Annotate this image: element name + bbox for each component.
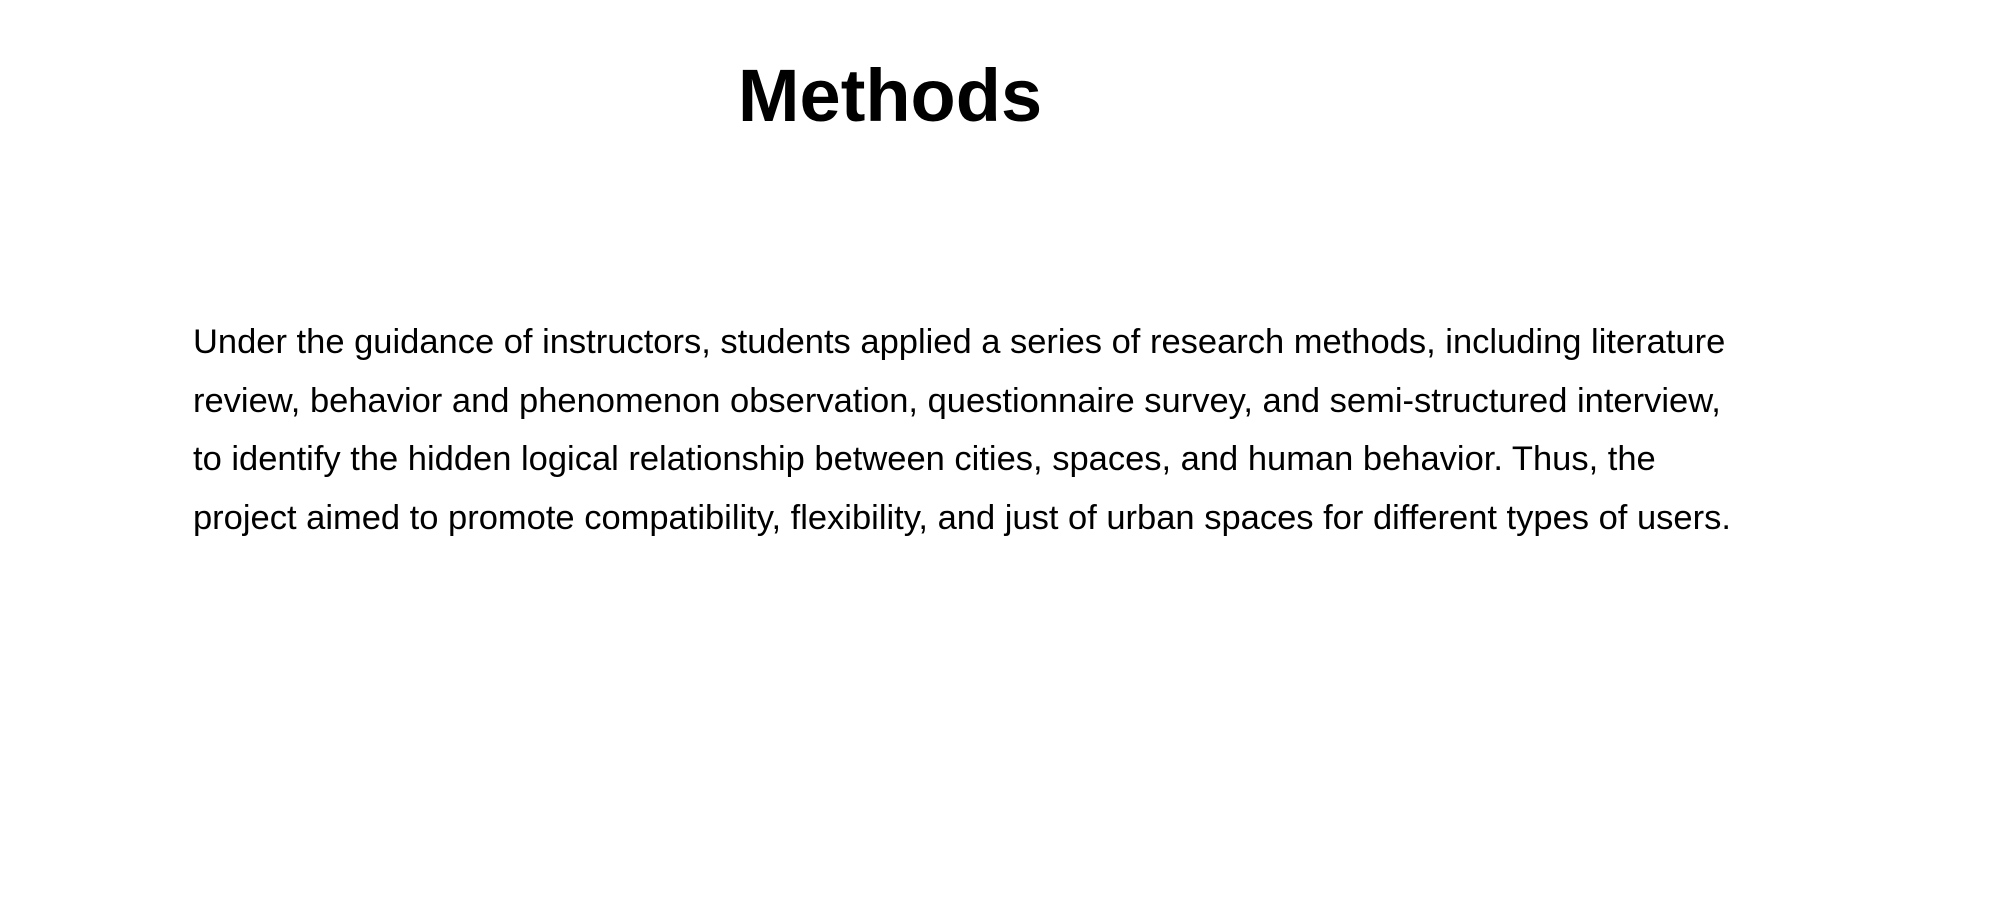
body-line: review, behavior and phenomenon observation, questionnaire survey, and semi-structured interview, (193, 381, 1721, 420)
slide-body-paragraph (193, 313, 1883, 547)
slide-title: Methods (737, 54, 1043, 137)
body-line: project aimed to promote compatibility, flexibility, and just of urban spaces for different types of users. (193, 498, 1731, 537)
body-line: to identify the hidden logical relationship between cities, spaces, and human behavior. Thus, the (193, 440, 1656, 478)
body-line: Under the guidance of instructors, students applied a series of research methods, including literature (193, 323, 1726, 361)
